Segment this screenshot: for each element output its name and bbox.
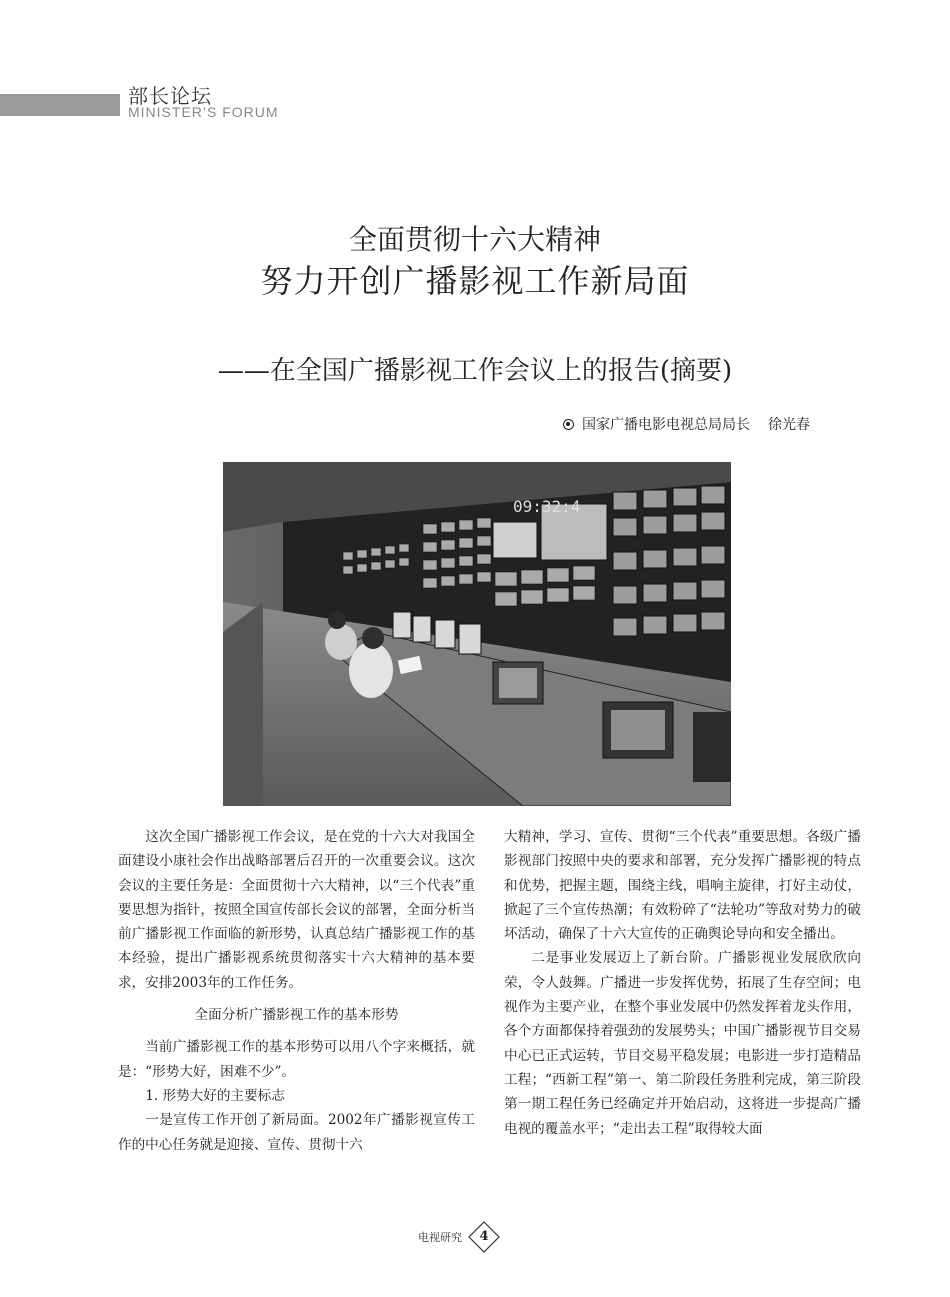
section-title: 部长论坛 <box>128 84 212 108</box>
byline <box>563 414 810 434</box>
section-heading: 全面分析广播影视工作的基本形势 <box>194 1007 399 1024</box>
section-title-english: MINISTER’S FORUM <box>128 104 279 120</box>
author-name: 徐光春 <box>768 417 810 433</box>
page-number-badge <box>468 1221 500 1253</box>
section-bar <box>0 94 120 116</box>
journal-name: 电视研究 <box>418 1231 462 1244</box>
article-column-right <box>504 825 861 1141</box>
article-subtitle: ——在全国广播影视工作会议上的报告(摘要) <box>217 356 733 386</box>
article-title-line1: 全面贯彻十六大精神 <box>348 223 601 256</box>
article-title-line2: 努力开创广播影视工作新局面 <box>260 262 690 300</box>
paragraph: 一是宣传工作开创了新局面。2002年广播影视宣传工作的中心任务就是迎接、宣传、贯彻十六 <box>118 1112 475 1153</box>
page-number: 4 <box>479 1229 489 1244</box>
control-room-photo <box>223 462 731 806</box>
article-column-left <box>118 825 475 1157</box>
photo-timecode: 09:32:4 <box>513 497 581 516</box>
bullet-icon <box>563 419 574 430</box>
paragraph: 当前广播影视工作的基本形势可以用八个字来概括，就是：“形势大好，困难不少”。 <box>118 1039 475 1080</box>
paragraph: 大精神，学习、宣传、贯彻“三个代表”重要思想。各级广播影视部门按照中央的要求和部署，充分发挥广播影视的特点和优势，把握主题，围绕主线，唱响主旋律，打好主动仗，掀起了三个宣传热潮；有效粉碎了“法轮功”等敌对势力的破坏活动，确保了十六大宣传的正确舆论导向和安全播出。 <box>504 829 861 943</box>
paragraph: 这次全国广播影视工作会议，是在党的十六大对我国全面建设小康社会作出战略部署后召开的一次重要会议。这次会议的主要任务是：全面贯彻十六大精神，以“三个代表”重要思想为指针，按照全国宣传部长会议的部署，全面分析当前广播影视工作面临的新形势，认真总结广播影视工作的基本经验，提出广播影视系统贯彻落实十六大精神的基本要求，安排2003年的工作任务。 <box>118 829 475 991</box>
author-title: 国家广播电影电视总局局长 <box>582 417 750 433</box>
numbered-heading: 1. 形势大好的主要标志 <box>145 1087 285 1104</box>
page-footer <box>418 1222 500 1252</box>
paragraph: 二是事业发展迈上了新台阶。广播影视业发展欣欣向荣，令人鼓舞。广播进一步发挥优势，拓展了生存空间；电视作为主要产业，在整个事业发展中仍然发挥着龙头作用，各个方面都保持着强劲的发展势头；中国广播影视节目交易中心已正式运转，节目交易平稳发展；电影进一步打造精品工程；“西新工程”第一、第二阶段任务胜利完成，第三阶段第一期工程任务已经确定并开始启动，这将进一步提高广播电视的覆盖水平；“走出去工程”取得较大面 <box>504 950 861 1137</box>
